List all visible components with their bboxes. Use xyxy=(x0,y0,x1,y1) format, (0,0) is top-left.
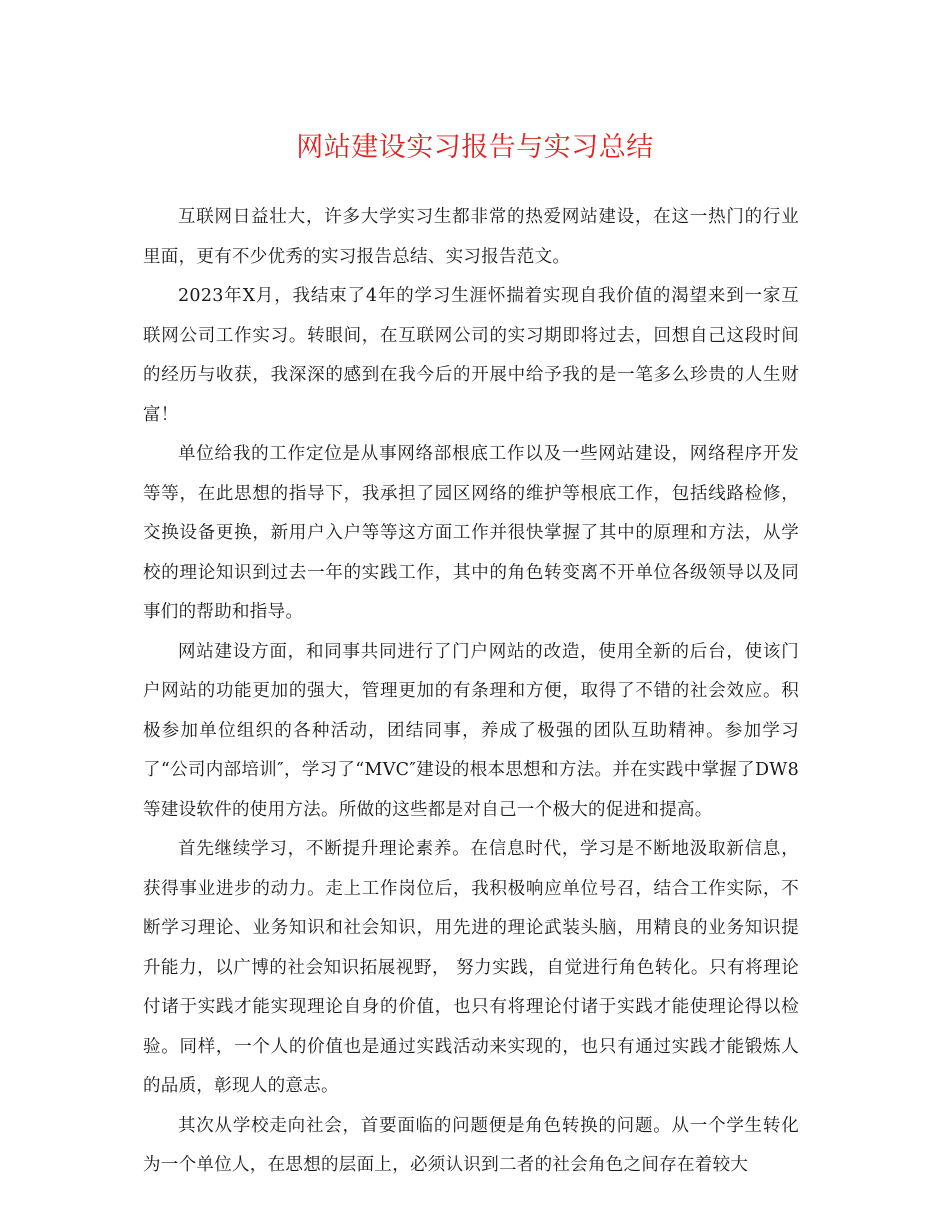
paragraph: 互联网日益壮大，许多大学实习生都非常的热爱网站建设，在这一热门的行业里面，更有不少优秀的实习报告总结、实习报告范文。 xyxy=(143,207,799,267)
paragraph: 其次从学校走向社会，首要面临的问题便是角色转换的问题。从一个学生转化为一个单位人，在思想的层面上，必须认识到二者的社会角色之间存在着较大 xyxy=(143,1115,799,1175)
paragraph: 首先继续学习，不断提升理论素养。在信息时代，学习是不断地汲取新信息，获得事业进步的动力。走上工作岗位后，我积极响应单位号召，结合工作实际，不断学习理论、业务知识和社会知识，用先进的理论武装头脑，用精良的业务知识提升能力，以广博的社会知识拓展视野， 努力实践，自觉进行角色转化。只有将理论付诸于实践才能实现理论自身的价值，也只有将理论付诸于实践才能使理论得以检验。同样，一个人的价值也是通过实践活动来实现的，也只有通过实践才能锻炼人的品质，彰现人的意志。 xyxy=(143,839,799,1096)
paragraph: 2023年X月，我结束了4年的学习生涯怀揣着实现自我价值的渴望来到一家互联网公司工作实习。转眼间，在互联网公司的实习期即将过去，回想自己这段时间的经历与收获，我深深的感到在我今后的开展中给予我的是一笔多么珍贵的人生财富！ xyxy=(143,286,799,425)
document-body xyxy=(143,198,799,1186)
paragraph: 网站建设方面，和同事共同进行了门户网站的改造，使用全新的后台，使该门户网站的功能更加的强大，管理更加的有条理和方便，取得了不错的社会效应。积极参加单位组织的各种活动，团结同事，养成了极强的团队互助精神。参加学习了“公司内部培训″，学习了“MVC″建设的根本思想和方法。并在实践中掌握了DW8等建设软件的使用方法。所做的这些都是对自己一个极大的促进和提高。 xyxy=(143,641,799,820)
document-title: 网站建设实习报告与实习总结 xyxy=(296,132,654,163)
paragraph: 单位给我的工作定位是从事网络部根底工作以及一些网站建设，网络程序开发等等，在此思想的指导下，我承担了园区网络的维护等根底工作，包括线路检修，交换设备更换，新用户入户等等这方面工作并很快掌握了其中的原理和方法，从学校的理论知识到过去一年的实践工作，其中的角色转变离不开单位各级领导以及同事们的帮助和指导。 xyxy=(143,444,799,622)
